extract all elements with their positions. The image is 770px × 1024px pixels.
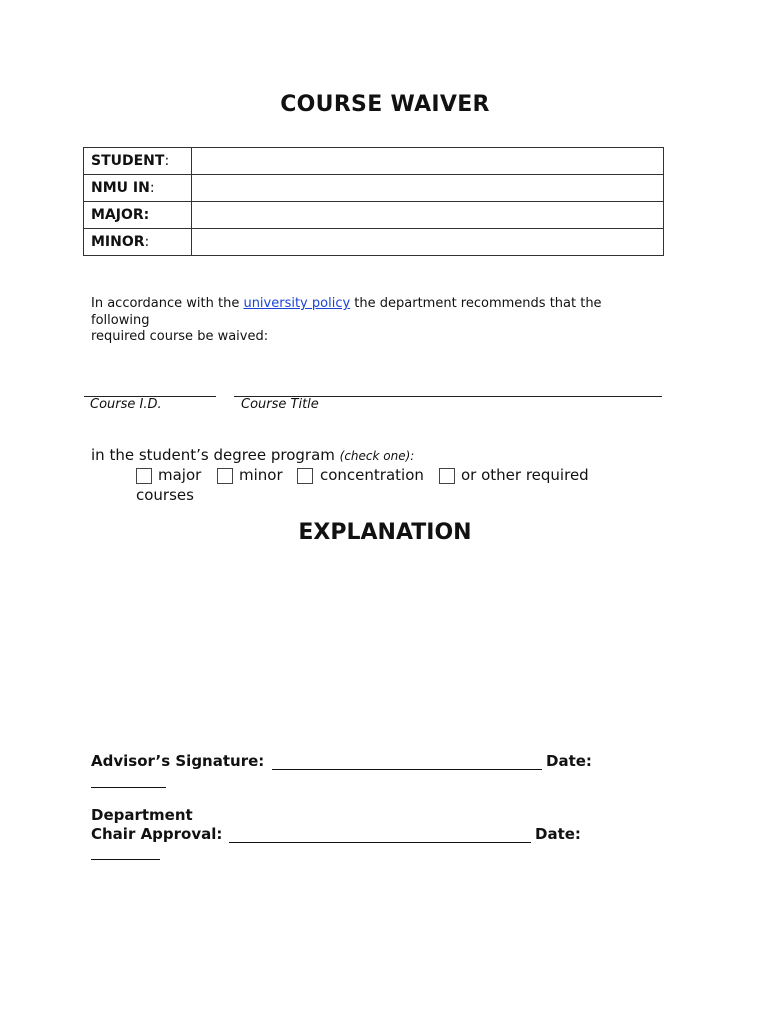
course-title-label: Course Title — [241, 397, 319, 412]
chair-approval-line[interactable] — [229, 842, 531, 843]
concentration-option-label: concentration — [320, 466, 424, 484]
other-required-option-label: or other required — [461, 466, 589, 484]
chair-date-label: Date: — [535, 825, 581, 843]
student-label: STUDENT: — [84, 148, 192, 175]
table-row — [84, 229, 664, 256]
table-row — [84, 148, 664, 175]
minor-field[interactable] — [192, 229, 664, 256]
minor-checkbox[interactable] — [217, 468, 233, 484]
department-label: Department — [91, 806, 193, 824]
concentration-checkbox[interactable] — [297, 468, 313, 484]
minor-label: MINOR: — [84, 229, 192, 256]
major-option-label: major — [158, 466, 202, 484]
major-checkbox[interactable] — [136, 468, 152, 484]
student-field[interactable] — [192, 148, 664, 175]
university-policy-link[interactable]: university policy — [243, 296, 351, 311]
advisor-date-line[interactable] — [91, 787, 166, 788]
student-info-table — [83, 147, 664, 256]
nmu-in-label: NMU IN: — [84, 175, 192, 202]
nmu-in-field[interactable] — [192, 175, 664, 202]
minor-option-label: minor — [239, 466, 283, 484]
policy-paragraph: In accordance with the university policy the department recommends that the following required course be waived: — [91, 296, 602, 344]
advisor-signature-label: Advisor’s Signature: — [91, 752, 265, 770]
form-title: COURSE WAIVER — [280, 92, 490, 117]
major-field[interactable] — [192, 202, 664, 229]
table-row — [84, 175, 664, 202]
major-label: MAJOR: — [84, 202, 192, 229]
explanation-heading: EXPLANATION — [298, 520, 472, 545]
courses-wrap-label: courses — [136, 486, 194, 504]
other-required-checkbox[interactable] — [439, 468, 455, 484]
advisor-date-label: Date: — [546, 752, 592, 770]
table-row — [84, 202, 664, 229]
advisor-signature-line[interactable] — [272, 769, 542, 770]
chair-approval-label: Chair Approval: — [91, 825, 223, 843]
degree-program-prompt: in the student’s degree program (check one): — [91, 446, 415, 464]
course-id-label: Course I.D. — [90, 397, 162, 412]
chair-date-line[interactable] — [91, 859, 160, 860]
check-one-note: (check one): — [339, 449, 415, 463]
